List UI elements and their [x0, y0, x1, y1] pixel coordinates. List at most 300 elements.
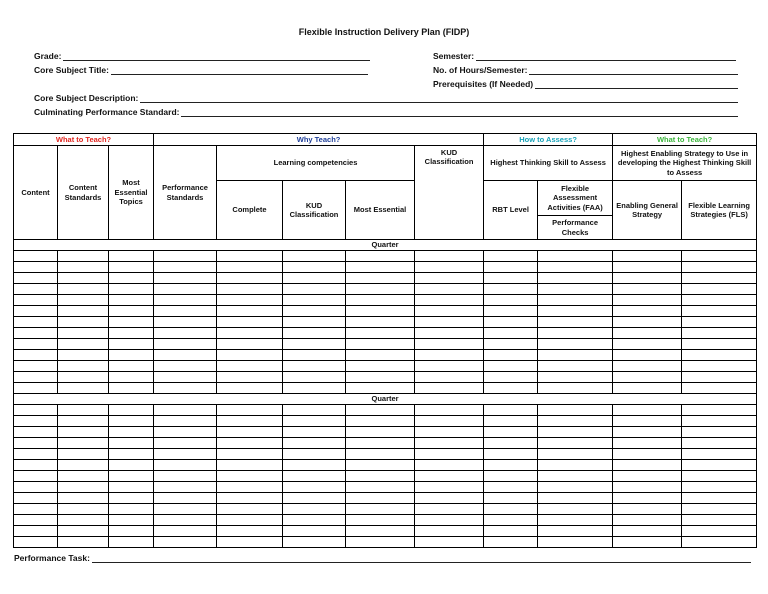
table-cell[interactable] [109, 328, 154, 339]
table-cell[interactable] [14, 262, 58, 273]
table-cell[interactable] [346, 427, 415, 438]
table-cell[interactable] [682, 328, 757, 339]
table-cell[interactable] [217, 295, 283, 306]
table-cell[interactable] [682, 306, 757, 317]
table-cell[interactable] [538, 471, 613, 482]
table-cell[interactable] [58, 350, 109, 361]
table-cell[interactable] [14, 427, 58, 438]
table-cell[interactable] [283, 295, 346, 306]
table-cell[interactable] [682, 372, 757, 383]
table-cell[interactable] [217, 328, 283, 339]
table-cell[interactable] [346, 383, 415, 394]
table-cell[interactable] [682, 339, 757, 350]
table-cell[interactable] [58, 515, 109, 526]
table-cell[interactable] [58, 284, 109, 295]
table-cell[interactable] [415, 372, 484, 383]
table-cell[interactable] [154, 537, 217, 548]
table-cell[interactable] [217, 350, 283, 361]
table-cell[interactable] [217, 416, 283, 427]
table-cell[interactable] [14, 372, 58, 383]
table-cell[interactable] [109, 537, 154, 548]
table-cell[interactable] [415, 493, 484, 504]
table-cell[interactable] [613, 262, 682, 273]
table-cell[interactable] [484, 460, 538, 471]
table-cell[interactable] [682, 273, 757, 284]
table-cell[interactable] [682, 449, 757, 460]
table-cell[interactable] [217, 339, 283, 350]
table-cell[interactable] [682, 350, 757, 361]
table-cell[interactable] [154, 262, 217, 273]
table-cell[interactable] [154, 328, 217, 339]
table-cell[interactable] [283, 350, 346, 361]
table-cell[interactable] [538, 306, 613, 317]
table-cell[interactable] [217, 493, 283, 504]
table-cell[interactable] [283, 317, 346, 328]
table-cell[interactable] [538, 493, 613, 504]
table-cell[interactable] [415, 383, 484, 394]
table-cell[interactable] [154, 361, 217, 372]
table-cell[interactable] [613, 416, 682, 427]
table-cell[interactable] [538, 273, 613, 284]
table-cell[interactable] [58, 361, 109, 372]
table-cell[interactable] [682, 383, 757, 394]
semester-line[interactable] [476, 51, 736, 61]
table-cell[interactable] [283, 251, 346, 262]
table-cell[interactable] [14, 526, 58, 537]
table-cell[interactable] [538, 438, 613, 449]
table-cell[interactable] [154, 284, 217, 295]
table-cell[interactable] [283, 306, 346, 317]
table-cell[interactable] [346, 438, 415, 449]
table-cell[interactable] [484, 251, 538, 262]
core-subject-description-field[interactable] [34, 93, 738, 103]
table-cell[interactable] [346, 493, 415, 504]
table-cell[interactable] [346, 273, 415, 284]
table-cell[interactable] [538, 460, 613, 471]
table-cell[interactable] [682, 526, 757, 537]
table-cell[interactable] [154, 295, 217, 306]
table-cell[interactable] [14, 350, 58, 361]
table-cell[interactable] [538, 262, 613, 273]
table-cell[interactable] [682, 295, 757, 306]
table-cell[interactable] [283, 504, 346, 515]
table-cell[interactable] [613, 493, 682, 504]
table-cell[interactable] [109, 405, 154, 416]
table-cell[interactable] [346, 482, 415, 493]
table-cell[interactable] [346, 526, 415, 537]
table-cell[interactable] [415, 438, 484, 449]
table-cell[interactable] [613, 526, 682, 537]
grade-line[interactable] [63, 51, 370, 61]
table-cell[interactable] [613, 317, 682, 328]
table-cell[interactable] [283, 361, 346, 372]
table-cell[interactable] [283, 405, 346, 416]
table-cell[interactable] [538, 482, 613, 493]
table-cell[interactable] [415, 284, 484, 295]
table-cell[interactable] [217, 405, 283, 416]
table-cell[interactable] [58, 449, 109, 460]
table-cell[interactable] [14, 273, 58, 284]
table-cell[interactable] [346, 262, 415, 273]
table-cell[interactable] [58, 317, 109, 328]
table-cell[interactable] [217, 383, 283, 394]
table-cell[interactable] [346, 515, 415, 526]
table-cell[interactable] [484, 284, 538, 295]
table-cell[interactable] [484, 515, 538, 526]
table-cell[interactable] [415, 482, 484, 493]
table-cell[interactable] [682, 493, 757, 504]
table-cell[interactable] [58, 372, 109, 383]
table-cell[interactable] [484, 361, 538, 372]
table-cell[interactable] [484, 339, 538, 350]
table-cell[interactable] [484, 295, 538, 306]
table-cell[interactable] [613, 460, 682, 471]
table-cell[interactable] [109, 284, 154, 295]
table-cell[interactable] [484, 317, 538, 328]
core-subject-title-line[interactable] [111, 65, 368, 75]
table-cell[interactable] [538, 427, 613, 438]
table-cell[interactable] [415, 251, 484, 262]
hours-field[interactable] [433, 65, 738, 75]
table-cell[interactable] [415, 306, 484, 317]
table-cell[interactable] [682, 262, 757, 273]
table-cell[interactable] [538, 515, 613, 526]
table-cell[interactable] [682, 284, 757, 295]
table-cell[interactable] [538, 251, 613, 262]
table-cell[interactable] [613, 328, 682, 339]
table-cell[interactable] [58, 328, 109, 339]
culminating-standard-field[interactable] [34, 107, 738, 117]
table-cell[interactable] [14, 295, 58, 306]
table-cell[interactable] [415, 328, 484, 339]
table-cell[interactable] [14, 537, 58, 548]
table-cell[interactable] [415, 361, 484, 372]
table-cell[interactable] [283, 328, 346, 339]
table-cell[interactable] [217, 251, 283, 262]
table-cell[interactable] [538, 383, 613, 394]
table-cell[interactable] [682, 427, 757, 438]
table-cell[interactable] [109, 262, 154, 273]
table-cell[interactable] [154, 317, 217, 328]
table-cell[interactable] [538, 372, 613, 383]
table-cell[interactable] [154, 350, 217, 361]
table-cell[interactable] [109, 493, 154, 504]
table-cell[interactable] [58, 295, 109, 306]
table-cell[interactable] [682, 515, 757, 526]
table-cell[interactable] [283, 493, 346, 504]
table-cell[interactable] [415, 537, 484, 548]
table-cell[interactable] [415, 350, 484, 361]
table-cell[interactable] [484, 537, 538, 548]
table-cell[interactable] [58, 482, 109, 493]
table-cell[interactable] [217, 262, 283, 273]
table-cell[interactable] [283, 262, 346, 273]
table-cell[interactable] [346, 339, 415, 350]
table-cell[interactable] [154, 416, 217, 427]
table-cell[interactable] [415, 526, 484, 537]
table-cell[interactable] [484, 482, 538, 493]
table-cell[interactable] [217, 284, 283, 295]
table-cell[interactable] [283, 427, 346, 438]
table-cell[interactable] [154, 372, 217, 383]
table-cell[interactable] [484, 449, 538, 460]
table-cell[interactable] [109, 361, 154, 372]
table-cell[interactable] [346, 295, 415, 306]
table-cell[interactable] [484, 405, 538, 416]
table-cell[interactable] [415, 416, 484, 427]
table-cell[interactable] [154, 460, 217, 471]
table-cell[interactable] [217, 482, 283, 493]
table-cell[interactable] [14, 438, 58, 449]
table-cell[interactable] [14, 328, 58, 339]
table-cell[interactable] [217, 515, 283, 526]
table-cell[interactable] [346, 449, 415, 460]
table-cell[interactable] [613, 306, 682, 317]
table-cell[interactable] [682, 251, 757, 262]
table-cell[interactable] [217, 427, 283, 438]
table-cell[interactable] [682, 537, 757, 548]
table-cell[interactable] [109, 482, 154, 493]
table-cell[interactable] [346, 251, 415, 262]
table-cell[interactable] [154, 504, 217, 515]
table-cell[interactable] [346, 416, 415, 427]
performance-task-line[interactable] [92, 553, 751, 563]
table-cell[interactable] [109, 317, 154, 328]
table-cell[interactable] [58, 262, 109, 273]
table-cell[interactable] [484, 526, 538, 537]
table-cell[interactable] [109, 504, 154, 515]
table-cell[interactable] [283, 284, 346, 295]
table-cell[interactable] [682, 471, 757, 482]
table-cell[interactable] [484, 504, 538, 515]
table-cell[interactable] [682, 438, 757, 449]
table-cell[interactable] [217, 306, 283, 317]
table-cell[interactable] [346, 306, 415, 317]
table-cell[interactable] [109, 416, 154, 427]
table-cell[interactable] [283, 372, 346, 383]
table-cell[interactable] [484, 438, 538, 449]
table-cell[interactable] [109, 471, 154, 482]
table-cell[interactable] [217, 372, 283, 383]
table-cell[interactable] [109, 427, 154, 438]
table-cell[interactable] [109, 449, 154, 460]
table-cell[interactable] [346, 328, 415, 339]
table-cell[interactable] [538, 526, 613, 537]
table-cell[interactable] [538, 537, 613, 548]
table-cell[interactable] [154, 526, 217, 537]
table-cell[interactable] [217, 273, 283, 284]
table-cell[interactable] [109, 438, 154, 449]
table-cell[interactable] [484, 471, 538, 482]
table-cell[interactable] [682, 504, 757, 515]
table-cell[interactable] [109, 251, 154, 262]
table-cell[interactable] [613, 438, 682, 449]
table-cell[interactable] [484, 350, 538, 361]
table-cell[interactable] [283, 438, 346, 449]
table-cell[interactable] [14, 515, 58, 526]
table-cell[interactable] [613, 504, 682, 515]
table-cell[interactable] [154, 493, 217, 504]
core-subject-title-field[interactable] [34, 65, 368, 75]
table-cell[interactable] [346, 460, 415, 471]
table-cell[interactable] [58, 504, 109, 515]
table-cell[interactable] [613, 383, 682, 394]
table-cell[interactable] [109, 350, 154, 361]
table-cell[interactable] [217, 449, 283, 460]
table-cell[interactable] [283, 339, 346, 350]
table-cell[interactable] [109, 295, 154, 306]
table-cell[interactable] [283, 482, 346, 493]
table-cell[interactable] [613, 537, 682, 548]
table-cell[interactable] [484, 306, 538, 317]
table-cell[interactable] [682, 361, 757, 372]
table-cell[interactable] [484, 493, 538, 504]
table-cell[interactable] [58, 438, 109, 449]
table-cell[interactable] [154, 405, 217, 416]
prerequisites-line[interactable] [535, 79, 738, 89]
table-cell[interactable] [415, 504, 484, 515]
table-cell[interactable] [58, 273, 109, 284]
table-cell[interactable] [14, 339, 58, 350]
table-cell[interactable] [484, 416, 538, 427]
table-cell[interactable] [484, 273, 538, 284]
table-cell[interactable] [58, 416, 109, 427]
table-cell[interactable] [58, 526, 109, 537]
table-cell[interactable] [283, 460, 346, 471]
table-cell[interactable] [217, 438, 283, 449]
table-cell[interactable] [154, 383, 217, 394]
table-cell[interactable] [613, 449, 682, 460]
core-subject-description-line[interactable] [140, 93, 738, 103]
table-cell[interactable] [109, 306, 154, 317]
performance-task-field[interactable] [14, 553, 751, 563]
table-cell[interactable] [217, 504, 283, 515]
table-cell[interactable] [613, 482, 682, 493]
table-cell[interactable] [415, 262, 484, 273]
table-cell[interactable] [283, 383, 346, 394]
table-cell[interactable] [154, 449, 217, 460]
table-cell[interactable] [484, 262, 538, 273]
table-cell[interactable] [538, 449, 613, 460]
table-cell[interactable] [58, 251, 109, 262]
table-cell[interactable] [613, 295, 682, 306]
table-cell[interactable] [283, 537, 346, 548]
table-cell[interactable] [613, 471, 682, 482]
table-cell[interactable] [415, 273, 484, 284]
table-cell[interactable] [613, 251, 682, 262]
table-cell[interactable] [415, 427, 484, 438]
table-cell[interactable] [283, 449, 346, 460]
table-cell[interactable] [58, 383, 109, 394]
hours-line[interactable] [529, 65, 738, 75]
table-cell[interactable] [154, 471, 217, 482]
table-cell[interactable] [613, 515, 682, 526]
table-cell[interactable] [415, 405, 484, 416]
table-cell[interactable] [484, 427, 538, 438]
table-cell[interactable] [14, 361, 58, 372]
table-cell[interactable] [109, 515, 154, 526]
table-cell[interactable] [346, 405, 415, 416]
table-cell[interactable] [14, 405, 58, 416]
table-cell[interactable] [217, 526, 283, 537]
table-cell[interactable] [538, 317, 613, 328]
table-cell[interactable] [346, 361, 415, 372]
table-cell[interactable] [346, 471, 415, 482]
table-cell[interactable] [613, 361, 682, 372]
table-cell[interactable] [613, 339, 682, 350]
table-cell[interactable] [613, 405, 682, 416]
table-cell[interactable] [14, 251, 58, 262]
culminating-standard-line[interactable] [181, 107, 738, 117]
table-cell[interactable] [154, 273, 217, 284]
table-cell[interactable] [217, 361, 283, 372]
table-cell[interactable] [109, 273, 154, 284]
table-cell[interactable] [283, 526, 346, 537]
table-cell[interactable] [415, 460, 484, 471]
table-cell[interactable] [346, 284, 415, 295]
table-cell[interactable] [58, 460, 109, 471]
table-cell[interactable] [682, 460, 757, 471]
table-cell[interactable] [613, 427, 682, 438]
table-cell[interactable] [484, 372, 538, 383]
table-cell[interactable] [14, 482, 58, 493]
table-cell[interactable] [58, 537, 109, 548]
table-cell[interactable] [14, 284, 58, 295]
table-cell[interactable] [538, 361, 613, 372]
table-cell[interactable] [538, 339, 613, 350]
table-cell[interactable] [58, 306, 109, 317]
table-cell[interactable] [415, 295, 484, 306]
table-cell[interactable] [415, 449, 484, 460]
table-cell[interactable] [346, 537, 415, 548]
table-cell[interactable] [682, 317, 757, 328]
table-cell[interactable] [58, 405, 109, 416]
table-cell[interactable] [346, 317, 415, 328]
table-cell[interactable] [538, 405, 613, 416]
table-cell[interactable] [613, 284, 682, 295]
table-cell[interactable] [538, 295, 613, 306]
table-cell[interactable] [217, 317, 283, 328]
table-cell[interactable] [58, 339, 109, 350]
table-cell[interactable] [58, 471, 109, 482]
table-cell[interactable] [415, 515, 484, 526]
table-cell[interactable] [154, 438, 217, 449]
table-cell[interactable] [484, 328, 538, 339]
table-cell[interactable] [109, 526, 154, 537]
table-cell[interactable] [109, 460, 154, 471]
table-cell[interactable] [14, 383, 58, 394]
table-cell[interactable] [14, 493, 58, 504]
table-cell[interactable] [613, 273, 682, 284]
table-cell[interactable] [415, 339, 484, 350]
table-cell[interactable] [682, 416, 757, 427]
table-cell[interactable] [14, 317, 58, 328]
table-cell[interactable] [58, 493, 109, 504]
table-cell[interactable] [538, 416, 613, 427]
table-cell[interactable] [538, 350, 613, 361]
table-cell[interactable] [682, 405, 757, 416]
table-cell[interactable] [538, 328, 613, 339]
table-cell[interactable] [283, 416, 346, 427]
table-cell[interactable] [346, 372, 415, 383]
table-cell[interactable] [154, 427, 217, 438]
table-cell[interactable] [415, 471, 484, 482]
table-cell[interactable] [58, 427, 109, 438]
table-cell[interactable] [14, 460, 58, 471]
table-cell[interactable] [154, 339, 217, 350]
table-cell[interactable] [154, 482, 217, 493]
table-cell[interactable] [538, 504, 613, 515]
